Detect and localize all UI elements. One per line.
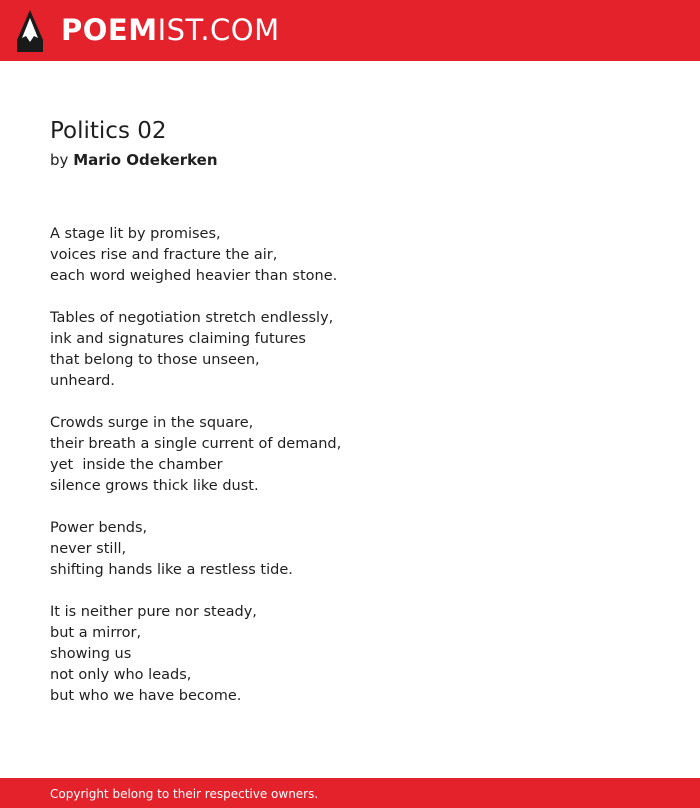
poem-stanza: [50, 602, 650, 707]
poem-line: never still,: [50, 541, 127, 557]
poem-stanza: [50, 518, 650, 581]
poem-line: Power bends,: [50, 520, 148, 536]
poem-line: but who we have become.: [50, 688, 242, 704]
site-footer: [0, 778, 700, 808]
poem-line: voices rise and fracture the air,: [50, 247, 278, 263]
poem-line: that belong to those unseen,: [50, 352, 260, 368]
site-header: [0, 0, 700, 61]
poem-line: silence grows thick like dust.: [50, 478, 259, 494]
poem-content: [50, 114, 650, 728]
poem-title: Politics 02: [50, 118, 167, 144]
poem-stanza: [50, 224, 650, 287]
site-logo[interactable]: [61, 13, 280, 47]
pencil-tip-icon[interactable]: [17, 10, 43, 52]
poem-line: Tables of negotiation stretch endlessly,: [50, 310, 334, 326]
poem-line: but a mirror,: [50, 625, 142, 641]
byline-prefix: by: [50, 151, 69, 169]
poem-line: not only who leads,: [50, 667, 192, 683]
poem-line: unheard.: [50, 373, 115, 389]
poem-line: It is neither pure nor steady,: [50, 604, 257, 620]
poem-author: Mario Odekerken: [73, 151, 218, 169]
poem-line: ink and signatures claiming futures: [50, 331, 306, 347]
poem-line: Crowds surge in the square,: [50, 415, 254, 431]
footer-copyright: Copyright belong to their respective owners.: [50, 787, 319, 801]
logo-text-strong: POEM: [61, 13, 158, 47]
poem-stanza: [50, 413, 650, 497]
poem-byline: [50, 149, 650, 171]
poem-body: [50, 224, 650, 707]
poem-line: A stage lit by promises,: [50, 226, 221, 242]
logo-text-light: IST.COM: [157, 13, 280, 47]
poem-line: shifting hands like a restless tide.: [50, 562, 293, 578]
poem-line: showing us: [50, 646, 132, 662]
poem-line: their breath a single current of demand,: [50, 436, 342, 452]
poem-line: each word weighed heavier than stone.: [50, 268, 338, 284]
poem-stanza: [50, 308, 650, 392]
poem-line: yet inside the chamber: [50, 457, 223, 473]
